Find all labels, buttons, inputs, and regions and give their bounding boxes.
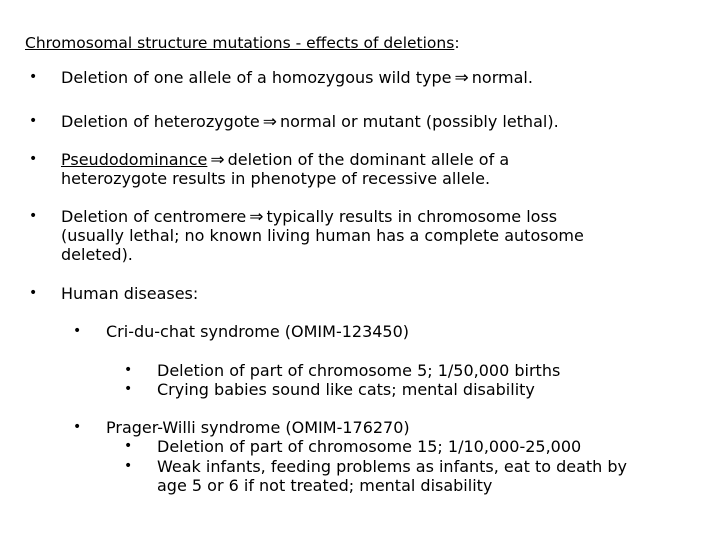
bullet: •: [29, 208, 38, 224]
disease-cri-du-chat: Cri-du-chat syndrome (OMIM-123450): [106, 322, 410, 341]
implies-arrow-icon: ⇒: [210, 150, 225, 170]
item-text: Deletion of one allele of a homozygous wild type: [61, 68, 452, 87]
item-text: Deletion of centromere: [61, 207, 247, 226]
list-item-homozygous-deletion: [61, 68, 533, 88]
disease-detail: Deletion of part of chromosome 15; 1/10,000-25,000: [157, 437, 582, 456]
disease-detail: Deletion of part of chromosome 5; 1/50,000 births: [157, 361, 561, 380]
list-item-pseudodominance: [61, 150, 509, 170]
list-item-centromere-cont-2: deleted).: [61, 245, 133, 264]
disease-detail: Weak infants, feeding problems as infants, eat to death by: [157, 457, 628, 476]
implies-arrow-icon: ⇒: [262, 112, 277, 132]
disease-detail: Crying babies sound like cats; mental disability: [157, 380, 535, 399]
item-term: Pseudodominance: [61, 150, 208, 169]
bullet: •: [29, 113, 38, 129]
list-item-centromere-deletion: [61, 207, 557, 227]
sub-sub-bullet: •: [124, 438, 133, 454]
item-result: typically results in chromosome loss: [266, 207, 558, 226]
title-colon: :: [454, 34, 460, 52]
bullet: •: [29, 151, 38, 167]
page-title: [25, 34, 460, 53]
list-item-centromere-cont-1: (usually lethal; no known living human has a complete autosome: [61, 226, 584, 245]
sub-bullet: •: [73, 419, 82, 435]
list-item-heterozygote-deletion: [61, 112, 559, 132]
item-text: Deletion of heterozygote: [61, 112, 260, 131]
item-result: deletion of the dominant allele of a: [227, 150, 510, 169]
title-text: Chromosomal structure mutations - effects of deletions: [25, 34, 455, 52]
sub-bullet: •: [73, 323, 82, 339]
item-result: normal or mutant (possibly lethal).: [280, 112, 559, 131]
bullet: •: [29, 69, 38, 85]
list-item-pseudodominance-cont: heterozygote results in phenotype of recessive allele.: [61, 169, 491, 188]
bullet: •: [29, 285, 38, 301]
disease-prader-willi: Prager-Willi syndrome (OMIM-176270): [106, 418, 410, 437]
implies-arrow-icon: ⇒: [454, 68, 469, 88]
implies-arrow-icon: ⇒: [249, 207, 264, 227]
sub-sub-bullet: •: [124, 362, 133, 378]
sub-sub-bullet: •: [124, 458, 133, 474]
list-item-human-diseases: Human diseases:: [61, 284, 199, 303]
item-result: normal.: [471, 68, 533, 87]
sub-sub-bullet: •: [124, 381, 133, 397]
disease-detail-cont: age 5 or 6 if not treated; mental disability: [157, 476, 493, 495]
